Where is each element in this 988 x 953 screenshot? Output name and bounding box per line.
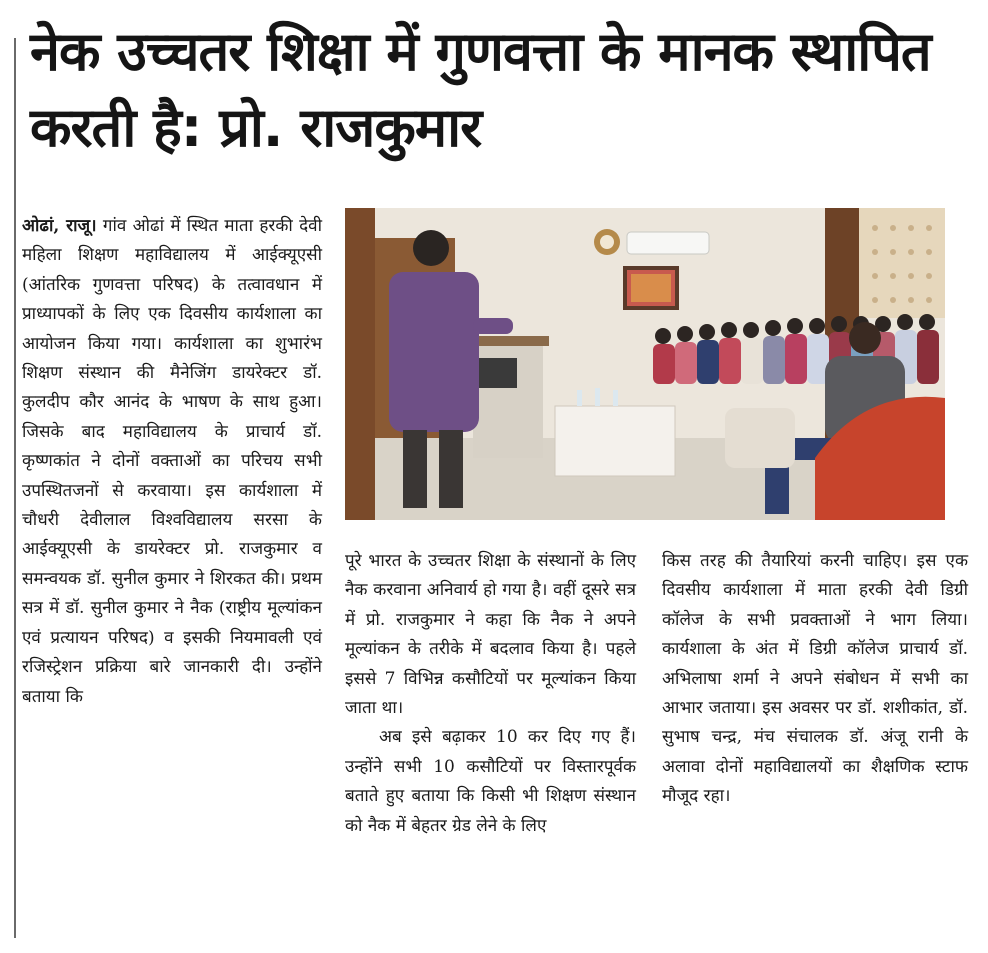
article-text: गांव ओढां में स्थित माता हरकी देवी महिला शिक्षण महाविद्यालय में आईक्यूएसी (आंतरिक गुणवत्ता परिषद) के तत्वावधान में प्राध्यापकों के लिए एक दिवसीय कार्यशाला का आयोजन किया गया। कार्यशाला का शुभारंभ शिक्षण संस्थान की मैनेजिंग डायरेक्टर डॉ. कुलदीप कौर आनंद के भाषण के साथ हुआ। जिसके बाद महाविद्यालय के प्राचार्य डॉ. कृष्णकांत ने दोनों वक्ताओं का परिचय सभी उपस्थितजनों से करवाया। इस कार्यशाला में चौधरी देवीलाल विश्वविद्यालय सरसा के आईक्यूएसी के डायरेक्टर प्रो. राजकुमार व समन्वयक डॉ. सुनील कुमार ने शिरकत की। प्रथम सत्र में डॉ. सुनील कुमार ने नैक (राष्ट्रीय मूल्यांकन एवं प्रत्यायन परिषद) व इसकी नियमावली एवं रजिस्ट्रेशन प्रक्रिया बारे जानकारी दी। उन्होंने बताया कि bbox=[22, 216, 322, 707]
article-column-3 bbox=[662, 547, 968, 812]
workshop-photo bbox=[345, 208, 945, 520]
article-column-2 bbox=[345, 547, 636, 841]
article-paragraph: अब इसे बढ़ाकर 10 कर दिए गए हैं। उन्होंने सभी 10 कसौटियों पर विस्तारपूर्वक बताते हुए बताया कि किसी भी शिक्षण संस्थान को नैक में बेहतर ग्रेड लेने के लिए bbox=[345, 727, 636, 836]
article-paragraph: किस तरह की तैयारियां करनी चाहिए। इस एक दिवसीय कार्यशाला में माता हरकी देवी डिग्री कॉलेज के सभी प्रवक्ताओं ने भाग लिया। कार्यशाला के अंत में डिग्री कॉलेज प्राचार्य डॉ. अभिलाषा शर्मा ने अपने संबोधन में सभी का आभार जताया। इस अवसर पर डॉ. शशीकांत, डॉ. सुभाष चन्द्र, मंच संचालक डॉ. अंजू रानी के अलावा दोनों महाविद्यालयों का शैक्षणिक स्टाफ मौजूद रहा। bbox=[662, 551, 968, 807]
dateline: ओढां, राजू। bbox=[22, 216, 97, 236]
article-paragraph: पूरे भारत के उच्चतर शिक्षा के संस्थानों के लिए नैक करवाना अनिवार्य हो गया है। वहीं दूसरे सत्र में प्रो. राजकुमार ने कहा कि नैक ने अपने मूल्यांकन के तरीके में बदलाव किया है। पहले इससे 7 विभिन्न कसौटियों पर मूल्यांकन किया जाता था। bbox=[345, 551, 636, 719]
workshop-photo-illustration bbox=[345, 208, 945, 520]
headline: नेक उच्चतर शिक्षा में गुणवत्ता के मानक स्थापित करती है: प्रो. राजकुमार bbox=[30, 20, 931, 159]
left-margin-rule bbox=[14, 38, 16, 938]
article-paragraph bbox=[22, 212, 322, 712]
article-column-1 bbox=[22, 212, 322, 712]
